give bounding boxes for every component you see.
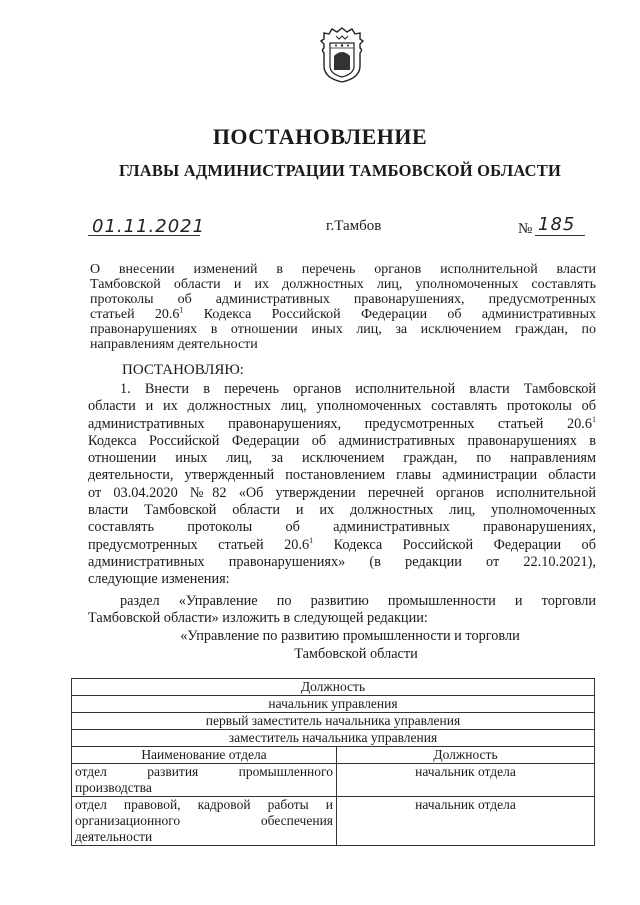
dept-cell — [72, 797, 337, 846]
paragraph-line: административных правонарушениях» (в редакции от 22.10.2021), — [88, 553, 596, 570]
position-cell: начальник управления — [72, 696, 595, 713]
paragraph-text: Кодекса Российской Федерации об — [313, 536, 596, 553]
paragraph-line: составлять протоколы об административных правонарушениях, — [88, 519, 596, 536]
dept-line: отдел развития промышленного — [75, 764, 333, 779]
dept-cell — [72, 764, 337, 797]
section-line: раздел «Управление по развитию промышленности и торговли — [120, 593, 596, 609]
document-subtitle: ГЛАВЫ АДМИНИСТРАЦИИ ТАМБОВСКОЙ ОБЛАСТИ — [119, 161, 561, 180]
paragraph-line: следующие изменения: — [88, 571, 230, 588]
paragraph-line: области и их должностных лиц, уполномоченных составлять протоколы об — [88, 398, 596, 415]
positions-table — [71, 678, 595, 846]
superscript: 1 — [309, 535, 314, 545]
paragraph-line: Кодекса Российской Федерации об административных правонарушениях в — [88, 432, 596, 449]
subject-line: О внесении изменений в перечень органов исполнительной власти — [90, 262, 596, 277]
column-header-position: Должность — [337, 747, 595, 764]
number-label: № — [518, 221, 533, 237]
table-row — [72, 764, 595, 797]
subject-line — [90, 307, 596, 322]
number-underline — [535, 235, 585, 236]
section-line: Тамбовской области» изложить в следующей редакции: — [88, 610, 428, 627]
subject-text: статьей 20.6 — [90, 307, 180, 322]
paragraph-line — [88, 537, 596, 554]
resolve-heading: ПОСТАНОВЛЯЮ: — [122, 362, 244, 378]
section-heading-line: «Управление по развитию промышленности и торговли — [180, 628, 520, 644]
paragraph-line: деятельности, утвержденный постановлением главы администрации области — [88, 467, 596, 484]
paragraph-text: административных правонарушениях, предусмотренных статьей 20.6 — [88, 415, 592, 432]
document-number: 185 — [538, 214, 576, 235]
section-paragraph — [88, 593, 596, 628]
table-header-cell: Должность — [72, 679, 595, 696]
paragraph-text: предусмотренных статьей 20.6 — [88, 536, 310, 553]
paragraph-line: 1. Внести в перечень органов исполнительной власти Тамбовской — [120, 381, 596, 397]
table-row — [72, 797, 595, 846]
table-row — [72, 713, 595, 730]
table-row — [72, 696, 595, 713]
position-cell: первый заместитель начальника управления — [72, 713, 595, 730]
dept-line: организационного обеспечения — [75, 813, 333, 828]
subject-line: протоколы об административных правонарушениях, предусмотренных — [90, 292, 596, 307]
table-row — [72, 730, 595, 747]
section-heading-line: Тамбовской области — [294, 646, 418, 662]
dept-line: отдел правовой, кадровой работы и — [75, 797, 333, 812]
paragraph-1 — [88, 381, 596, 589]
paragraph-line: власти Тамбовской области и их должностных лиц, уполномоченных — [88, 502, 596, 519]
subject-line: Тамбовской области и их должностных лиц, уполномоченных составлять — [90, 277, 596, 292]
position-cell: заместитель начальника управления — [72, 730, 595, 747]
document-city: г.Тамбов — [326, 218, 382, 234]
document-date: 01.11.2021 — [92, 216, 206, 237]
document-subject — [90, 262, 596, 352]
subject-line: правонарушениях в отношении иных лиц, за исключением граждан, по — [90, 322, 596, 337]
position-cell: начальник отдела — [337, 764, 595, 797]
superscript: 1 — [592, 414, 596, 424]
coat-of-arms-emblem — [319, 26, 365, 84]
table-row — [72, 679, 595, 696]
superscript: 1 — [179, 305, 184, 315]
subject-line: направлениям деятельности — [90, 337, 258, 352]
date-underline — [88, 235, 200, 236]
subject-text: Кодекса Российской Федерации об административных — [183, 307, 596, 322]
dept-line: деятельности — [75, 829, 153, 844]
column-header-dept: Наименование отдела — [72, 747, 337, 764]
document-title: ПОСТАНОВЛЕНИЕ — [212, 124, 428, 149]
paragraph-line — [88, 416, 596, 433]
table-row — [72, 747, 595, 764]
paragraph-line: от 03.04.2020 №82 «Об утверждении перечней органов исполнительной — [88, 484, 596, 501]
paragraph-line: отношении иных лиц, за исключением граждан, по направлениям — [88, 450, 596, 467]
position-cell: начальник отдела — [337, 797, 595, 846]
dept-line: производства — [75, 780, 152, 795]
